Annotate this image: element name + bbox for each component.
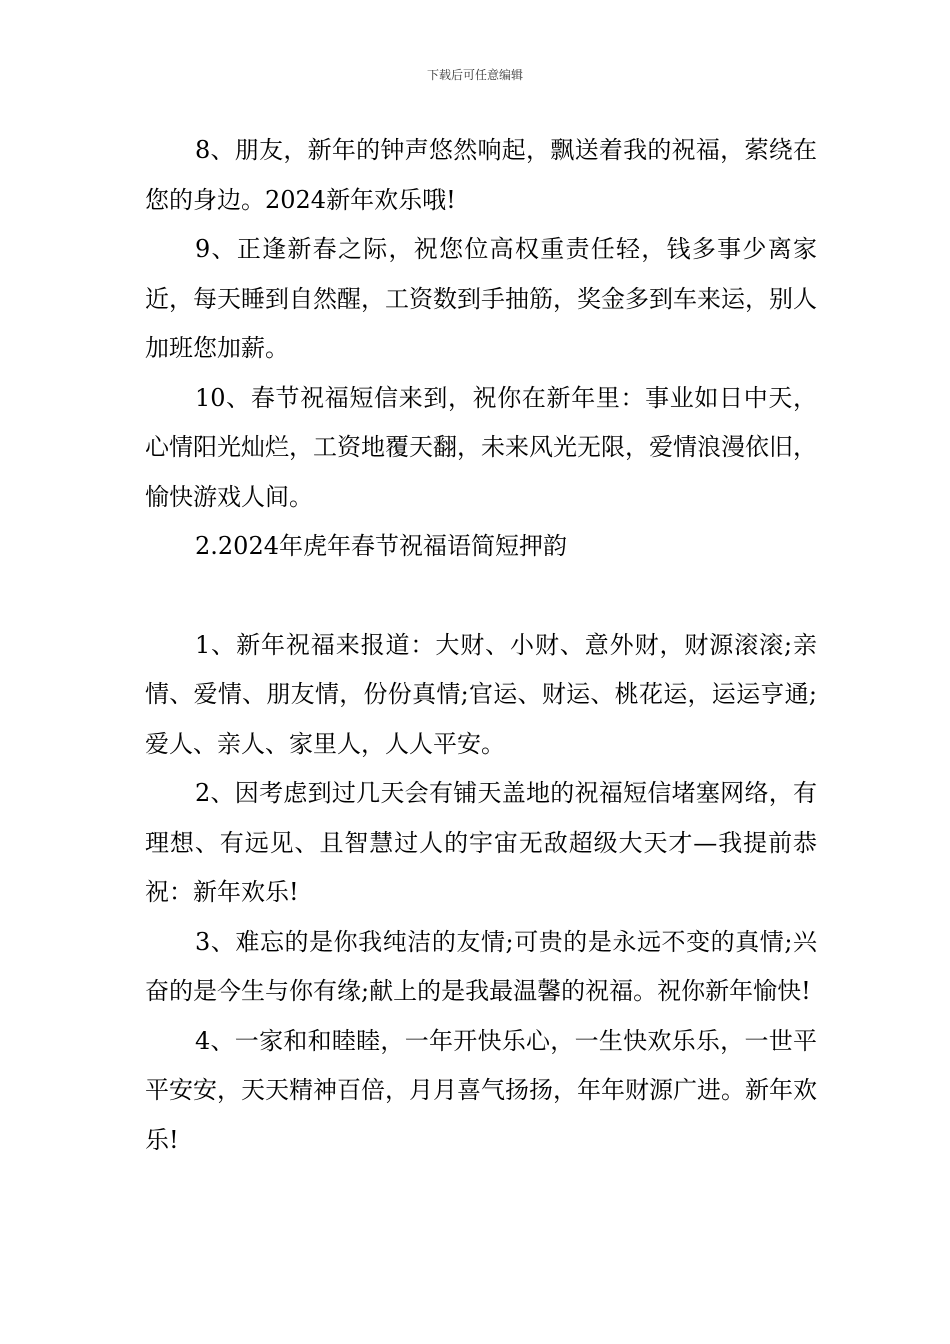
document-body bbox=[145, 126, 817, 1165]
paragraph-4: 4、一家和和睦睦，一年开快乐心，一生快欢乐乐，一世平平安安，天天精神百倍，月月喜气扬扬，年年财源广进。新年欢乐! bbox=[145, 1026, 817, 1154]
paragraph-1: 1、新年祝福来报道：大财、小财、意外财，财源滚滚;亲情、爱情、朋友情，份份真情;官运、财运、桃花运，运运亨通;爱人、亲人、家里人，人人平安。 bbox=[145, 630, 817, 758]
paragraph-3: 3、难忘的是你我纯洁的友情;可贵的是永远不变的真情;兴奋的是今生与你有缘;献上的是我最温馨的祝福。祝你新年愉快! bbox=[145, 927, 817, 1005]
paragraph-10: 10、春节祝福短信来到，祝你在新年里：事业如日中天，心情阳光灿烂，工资地覆天翻，未来风光无限，爱情浪漫依旧，愉快游戏人间。 bbox=[145, 383, 817, 511]
paragraph-8: 8、朋友，新年的钟声悠然响起，飘送着我的祝福，萦绕在您的身边。2024新年欢乐哦! bbox=[145, 136, 817, 214]
paragraph-9: 9、正逢新春之际，祝您位高权重责任轻，钱多事少离家近，每天睡到自然醒，工资数到手抽筋，奖金多到车来运，别人加班您加薪。 bbox=[145, 235, 817, 362]
section-heading: 2.2024年虎年春节祝福语简短押韵 bbox=[195, 532, 567, 560]
page-header: 下载后可任意编辑 bbox=[426, 68, 523, 82]
paragraph-2: 2、因考虑到过几天会有铺天盖地的祝福短信堵塞网络，有理想、有远见、且智慧过人的宇宙无敌超级大天才—我提前恭祝：新年欢乐! bbox=[145, 779, 817, 906]
